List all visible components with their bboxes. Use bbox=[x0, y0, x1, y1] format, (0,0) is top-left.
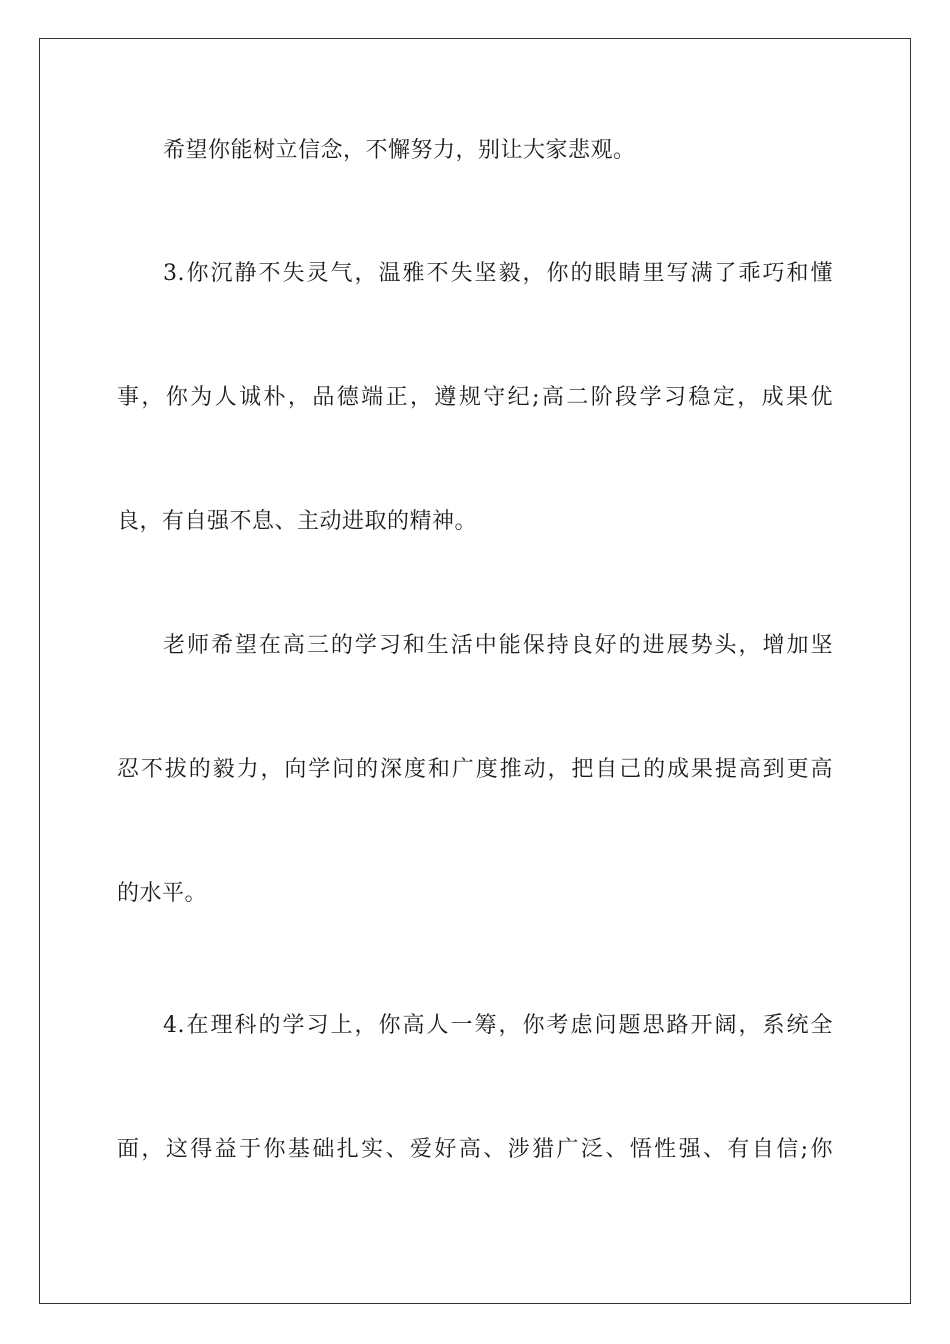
paragraph-line: 良，有自强不息、主动进取的精神。 bbox=[117, 509, 478, 534]
page-border bbox=[39, 38, 911, 1304]
paragraph-line: 3.你沉静不失灵气，温雅不失坚毅，你的眼睛里写满了乖巧和懂 bbox=[163, 261, 833, 286]
paragraph-line: 4.在理科的学习上，你高人一筹，你考虑问题思路开阔，系统全 bbox=[163, 1013, 833, 1038]
paragraph-line: 老师希望在高三的学习和生活中能保持良好的进展势头，增加坚 bbox=[163, 633, 833, 658]
paragraph-line: 希望你能树立信念，不懈努力，别让大家悲观。 bbox=[163, 138, 636, 163]
paragraph-line: 面，这得益于你基础扎实、爱好高、涉猎广泛、悟性强、有自信;你 bbox=[117, 1137, 833, 1162]
paragraph-line: 忍不拔的毅力，向学问的深度和广度推动，把自己的成果提高到更高 bbox=[117, 757, 833, 782]
paragraph-line: 的水平。 bbox=[117, 881, 208, 906]
paragraph-line: 事，你为人诚朴，品德端正，遵规守纪;高二阶段学习稳定，成果优 bbox=[117, 385, 833, 410]
